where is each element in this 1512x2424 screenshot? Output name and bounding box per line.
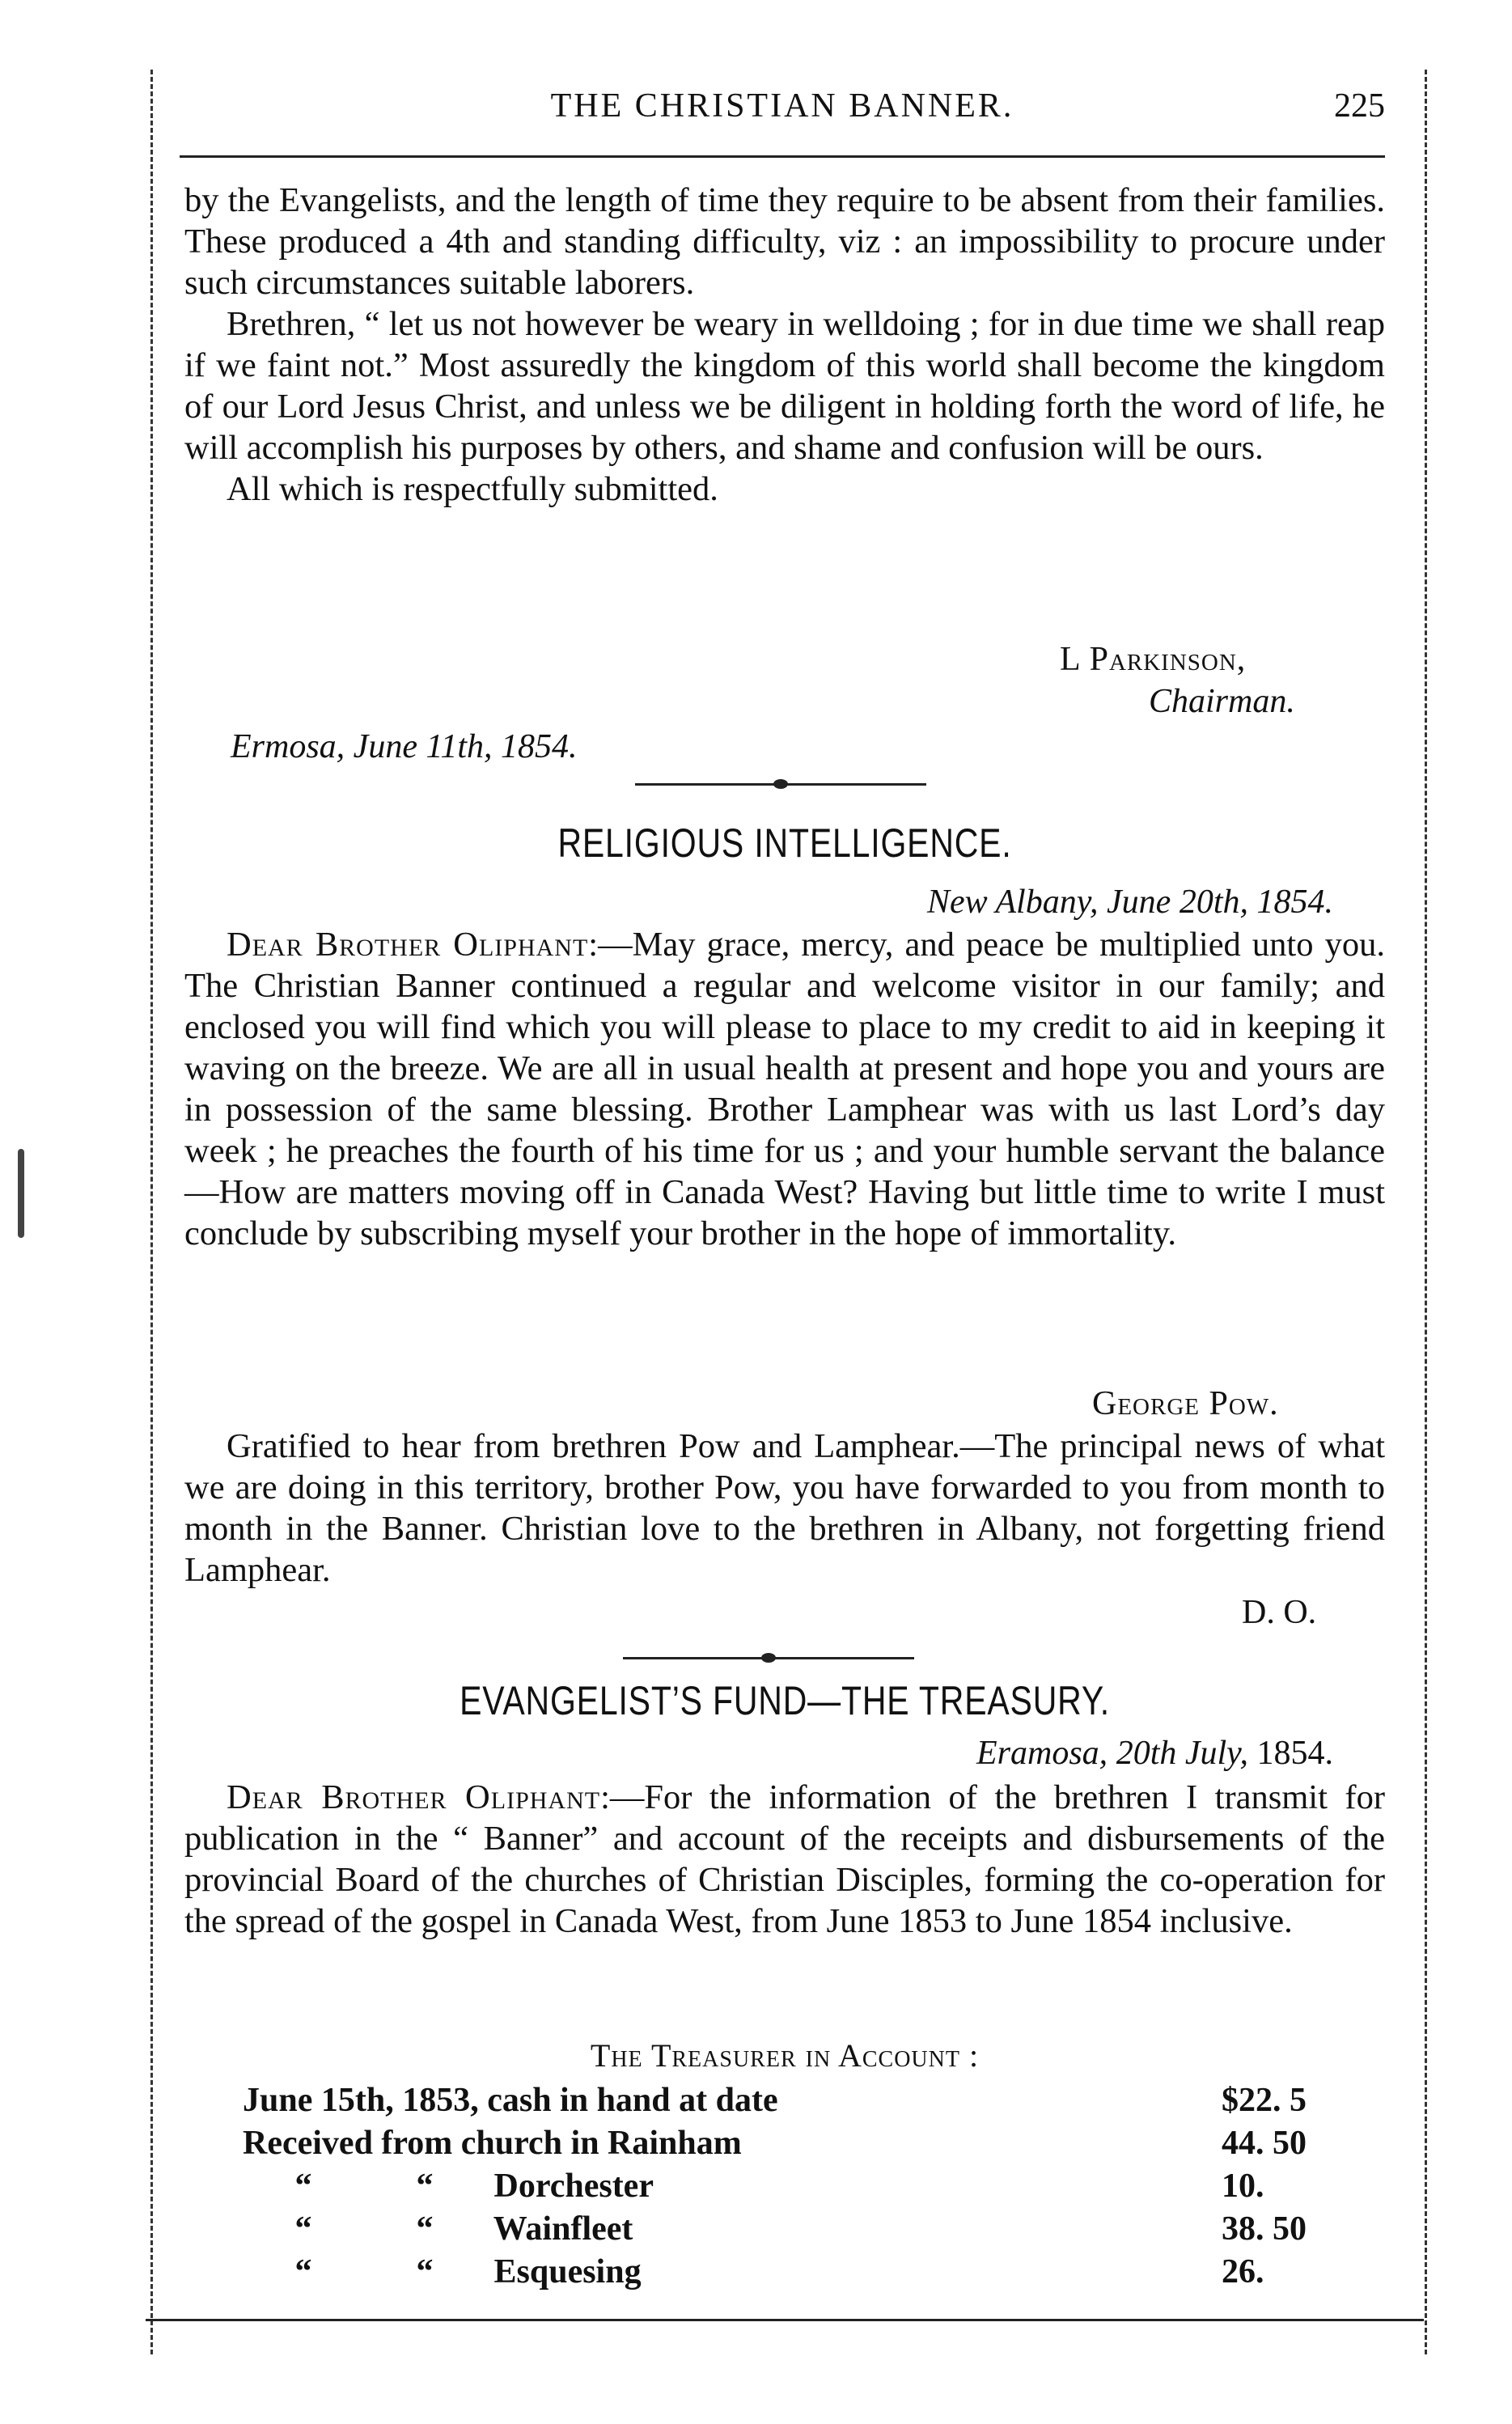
place-date: Ermosa, June 11th, 1854. xyxy=(231,728,578,765)
ledger-amount: 26. xyxy=(1222,2253,1264,2291)
signatory-name: L Parkinson, xyxy=(1060,641,1247,678)
ledger-label: Esquesing xyxy=(493,2253,642,2291)
ditto-mark: “ xyxy=(294,2168,312,2205)
letter-body: :—May grace, mercy, and peace be multiplied unto you. The Christian Banner continued a regular and welcome visitor in our family; and enclosed you will find which you will please to place to my credit to aid in keeping it waving on the breeze. We are all in usual health at present and hope you and yours are in possession of the same blessing. Brother Lamphear was with us last Lord’s day week ; he preaches the fourth of his time for us ; and your humble servant the balance—How are matters moving off in Canada West? Having but little time to write I must conclude by subscribing myself your brother in the hope of immortality. xyxy=(184,926,1385,1252)
letter-body: :—For the information of the brethren I transmit for publication in the “ Banner” and account of the receipts and disbursements of the provincial Board of the churches of Christian Disciples, forming the co-operation for the spread of the gospel in Canada West, from June 1853 to June 1854 inclusive. xyxy=(184,1778,1385,1940)
letter-salutation: Dear Brother Oliphant xyxy=(227,1778,601,1816)
report-text xyxy=(184,180,1385,510)
ledger-row xyxy=(243,2208,1359,2251)
ledger-row xyxy=(243,2122,1359,2165)
report-paragraph: Brethren, “ let us not however be weary in welldoing ; for in due time we shall reap if we faint not.” Most assuredly the kingdom of this world shall become the kingdom of our Lord Jesus Christ, and unless we be diligent in holding forth the word of life, he will accomplish his purposes by others, and shame and confusion will be ours. xyxy=(184,305,1385,467)
ledger-label: Received from church in Rainham xyxy=(243,2125,742,2162)
ledger-label: Dorchester xyxy=(493,2168,654,2205)
ditto-mark: “ xyxy=(294,2210,312,2248)
bottom-rule xyxy=(146,2319,1424,2321)
signatory-role: Chairman. xyxy=(1149,683,1295,720)
treasury-ledger xyxy=(243,2079,1359,2294)
editor-note-text: Gratified to hear from brethren Pow and Lamphear.—The principal news of what we are doing in this territory, brother Pow, you have forwarded to you from month to month in the Banner. Christian love to the brethren in Albany, not forgetting friend Lamphear. xyxy=(184,1427,1385,1589)
fund-dateline-day: 20th July, xyxy=(1116,1735,1248,1772)
section-divider xyxy=(623,1657,914,1659)
ledger-label: Wainfleet xyxy=(493,2210,633,2248)
page-number: 225 xyxy=(1334,87,1385,125)
editor-initials: D. O. xyxy=(1242,1594,1317,1631)
section-title-religious-intelligence: RELIGIOUS INTELLIGENCE. xyxy=(557,820,1012,866)
editor-note xyxy=(184,1426,1385,1591)
ditto-mark: “ xyxy=(416,2253,434,2291)
binding-mark xyxy=(18,1149,24,1238)
ledger-heading: The Treasurer in Account : xyxy=(590,2037,980,2074)
ditto-mark: “ xyxy=(416,2168,434,2205)
ledger-row xyxy=(243,2251,1359,2294)
report-paragraph: by the Evangelists, and the length of time they require to be absent from their families. These produced a 4th and standing difficulty, viz : an impossibility to procure under such circumstances suitable laborers. xyxy=(184,181,1385,302)
ledger-row xyxy=(243,2079,1359,2122)
report-paragraph: All which is respectfully submitted. xyxy=(227,470,718,508)
header-rule xyxy=(180,155,1385,158)
section-divider xyxy=(635,783,926,786)
letter-pow xyxy=(184,924,1385,1254)
fund-dateline-place: Eramosa, xyxy=(976,1735,1108,1772)
ledger-amount: 38. 50 xyxy=(1222,2210,1307,2248)
ditto-mark: “ xyxy=(294,2253,312,2291)
letter-dateline: New Albany, June 20th, 1854. xyxy=(926,884,1333,921)
letter-signature: George Pow. xyxy=(1092,1385,1279,1422)
ledger-amount: $22. 5 xyxy=(1222,2082,1307,2119)
fund-dateline-year: 1854. xyxy=(1256,1735,1333,1772)
ledger-label: June 15th, 1853, cash in hand at date xyxy=(243,2082,778,2119)
ledger-amount: 44. 50 xyxy=(1222,2125,1307,2162)
journal-title: THE CHRISTIAN BANNER. xyxy=(550,87,1014,125)
letter-salutation: Dear Brother Oliphant xyxy=(227,926,589,964)
section-title-evangelists-fund: EVANGELIST’S FUND—THE TREASURY. xyxy=(460,1678,1110,1723)
ledger-amount: 10. xyxy=(1222,2168,1264,2205)
ditto-mark: “ xyxy=(416,2210,434,2248)
fund-dateline xyxy=(184,1733,1333,1774)
ledger-row xyxy=(243,2165,1359,2208)
running-header xyxy=(180,78,1385,134)
letter-treasury xyxy=(184,1777,1385,1942)
